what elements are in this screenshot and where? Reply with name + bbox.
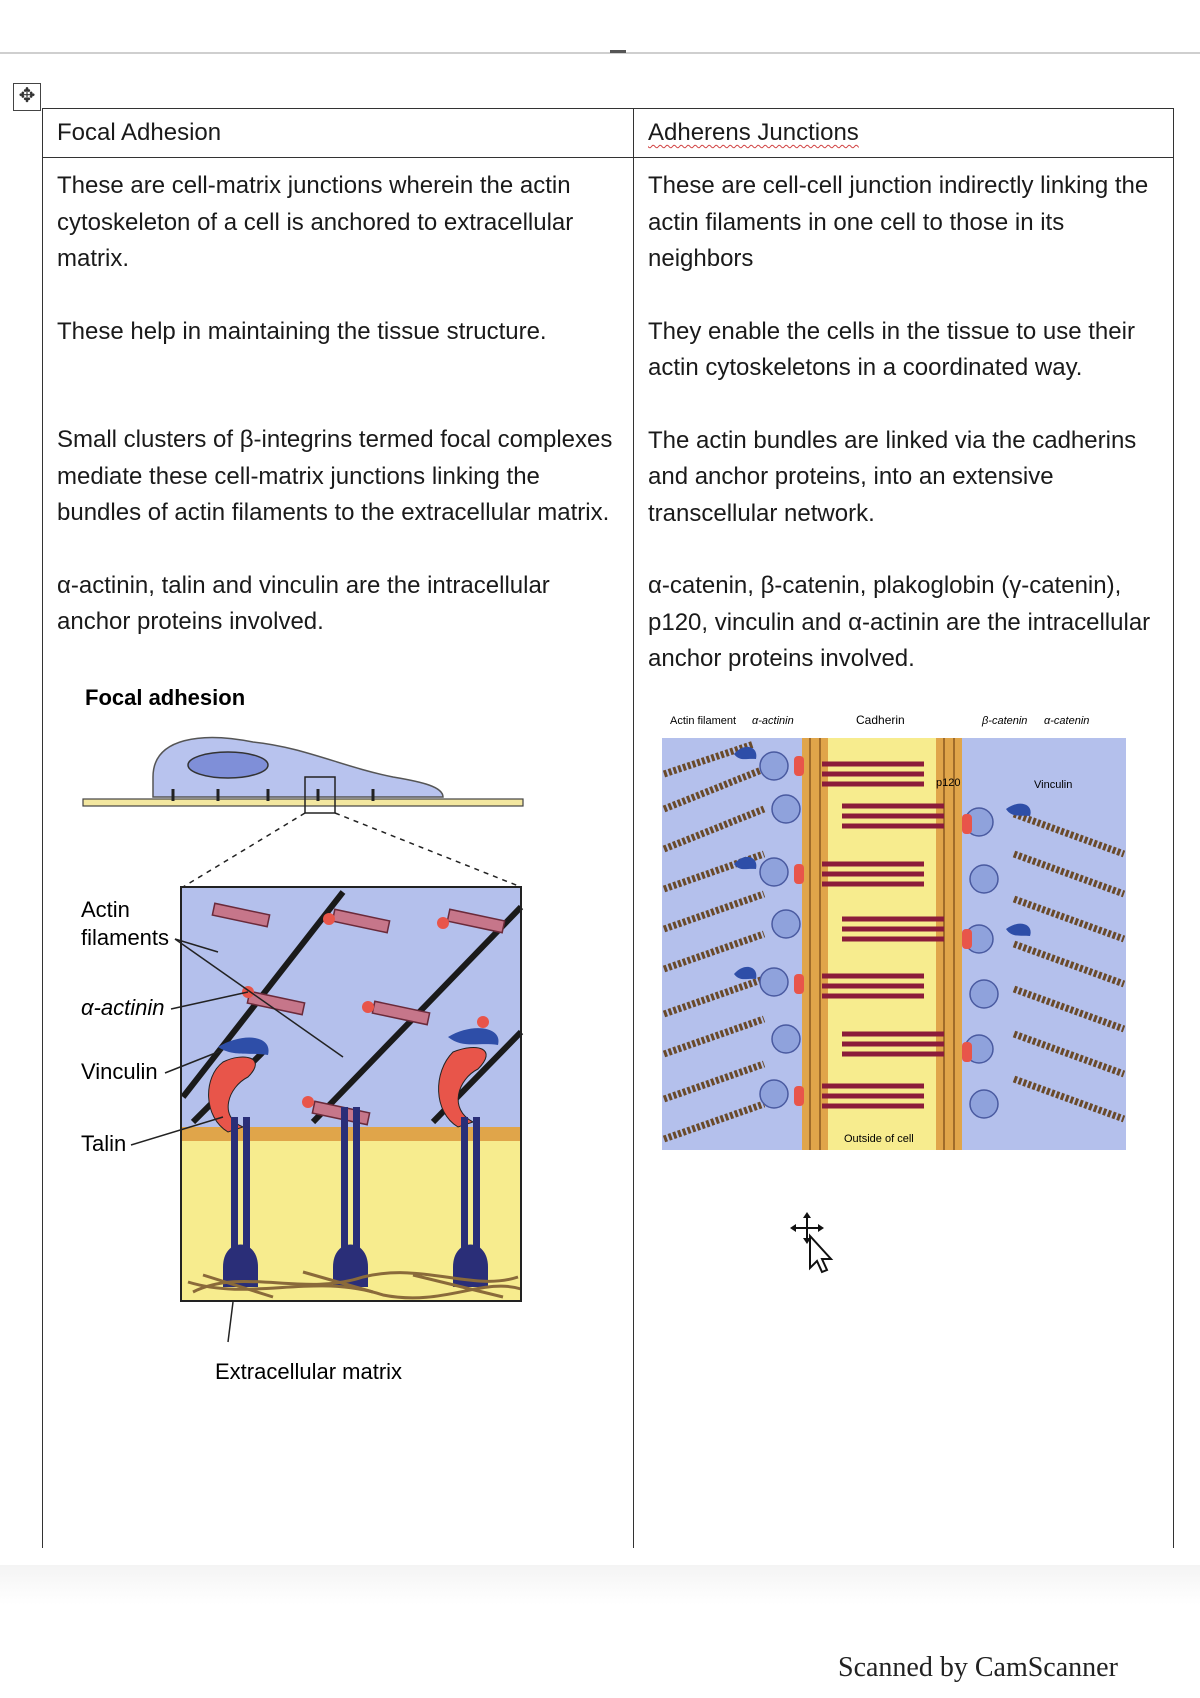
label-alpha-actinin: α-actinin: [81, 994, 165, 1020]
right-paragraph-3: The actin bundles are linked via the cadherins and anchor proteins, into an extensive transcellular network.: [648, 426, 1137, 527]
right-text: [634, 158, 1173, 678]
zoom-panel: [181, 887, 521, 1301]
focal-adhesion-figure: [43, 677, 633, 1442]
right-column: [634, 158, 1174, 1549]
label-actin-2: filaments: [81, 924, 170, 950]
label-cadherin: Cadherin: [856, 713, 905, 727]
scanner-watermark: Scanned by CamScanner: [838, 1652, 1118, 1683]
page-top-edge: [0, 52, 1200, 54]
label-actin-1: Actin: [81, 896, 130, 922]
focal-adhesion-diagram: [43, 677, 583, 1437]
label-vinculin: Vinculin: [81, 1058, 158, 1084]
move-icon[interactable]: ✥: [13, 83, 41, 111]
table-body-row: [43, 158, 1174, 1549]
label-actin-filament: Actin filament: [670, 714, 737, 727]
label-alpha-catenin: α-catenin: [1044, 714, 1090, 727]
adherens-junction-diagram: [634, 714, 1154, 1194]
label-beta-catenin: β-catenin: [982, 714, 1028, 727]
label-vinculin-right: Vinculin: [1034, 778, 1073, 791]
figure-left-title: Focal adhesion: [85, 684, 246, 710]
right-paragraph-4: α-catenin, β-catenin, plakoglobin (γ-catenin), p120, vinculin and α-actinin are the intracellular anchor proteins involved.: [648, 572, 1151, 672]
table-header-row: [43, 109, 1174, 158]
label-outside-of-cell: Outside of cell: [844, 1132, 914, 1145]
label-ecm: Extracellular matrix: [215, 1358, 403, 1384]
header-focal-adhesion: Focal Adhesion: [43, 109, 634, 158]
left-paragraph-4: α-actinin, talin and vinculin are the intracellular anchor proteins involved.: [57, 571, 550, 635]
left-paragraph-2: These help in maintaining the tissue structure.: [57, 317, 547, 345]
cell-overview: [83, 737, 523, 886]
label-p120: p120: [936, 776, 961, 789]
cursor-move-icon: [790, 1212, 840, 1279]
right-paragraph-1: These are cell-cell junction indirectly linking the actin filaments in one cell to those in its neighbors: [648, 172, 1149, 272]
right-paragraph-2: They enable the cells in the tissue to use their actin cytoskeletons in a coordinated way.: [648, 317, 1135, 381]
page-top-marker: [610, 50, 626, 53]
left-paragraph-1: These are cell-matrix junctions wherein the actin cytoskeleton of a cell is anchored to extracellular matrix.: [57, 172, 574, 272]
label-talin: Talin: [81, 1130, 127, 1156]
header-adherens-junctions: [634, 109, 1174, 158]
left-text: [43, 158, 633, 641]
adherens-junction-figure: [634, 714, 1173, 1199]
left-paragraph-3: Small clusters of β-integrins termed focal complexes mediate these cell-matrix junctions linking the bundles of actin filaments to the extracellular matrix.: [57, 426, 613, 526]
label-alpha-actinin-right: α-actinin: [752, 714, 794, 727]
header-adherens-text: Adherens Junctions: [648, 119, 859, 146]
left-column: [43, 158, 634, 1549]
junction-panel: [662, 738, 1126, 1150]
comparison-table: [42, 108, 1174, 1548]
scan-fade: [0, 1565, 1200, 1605]
